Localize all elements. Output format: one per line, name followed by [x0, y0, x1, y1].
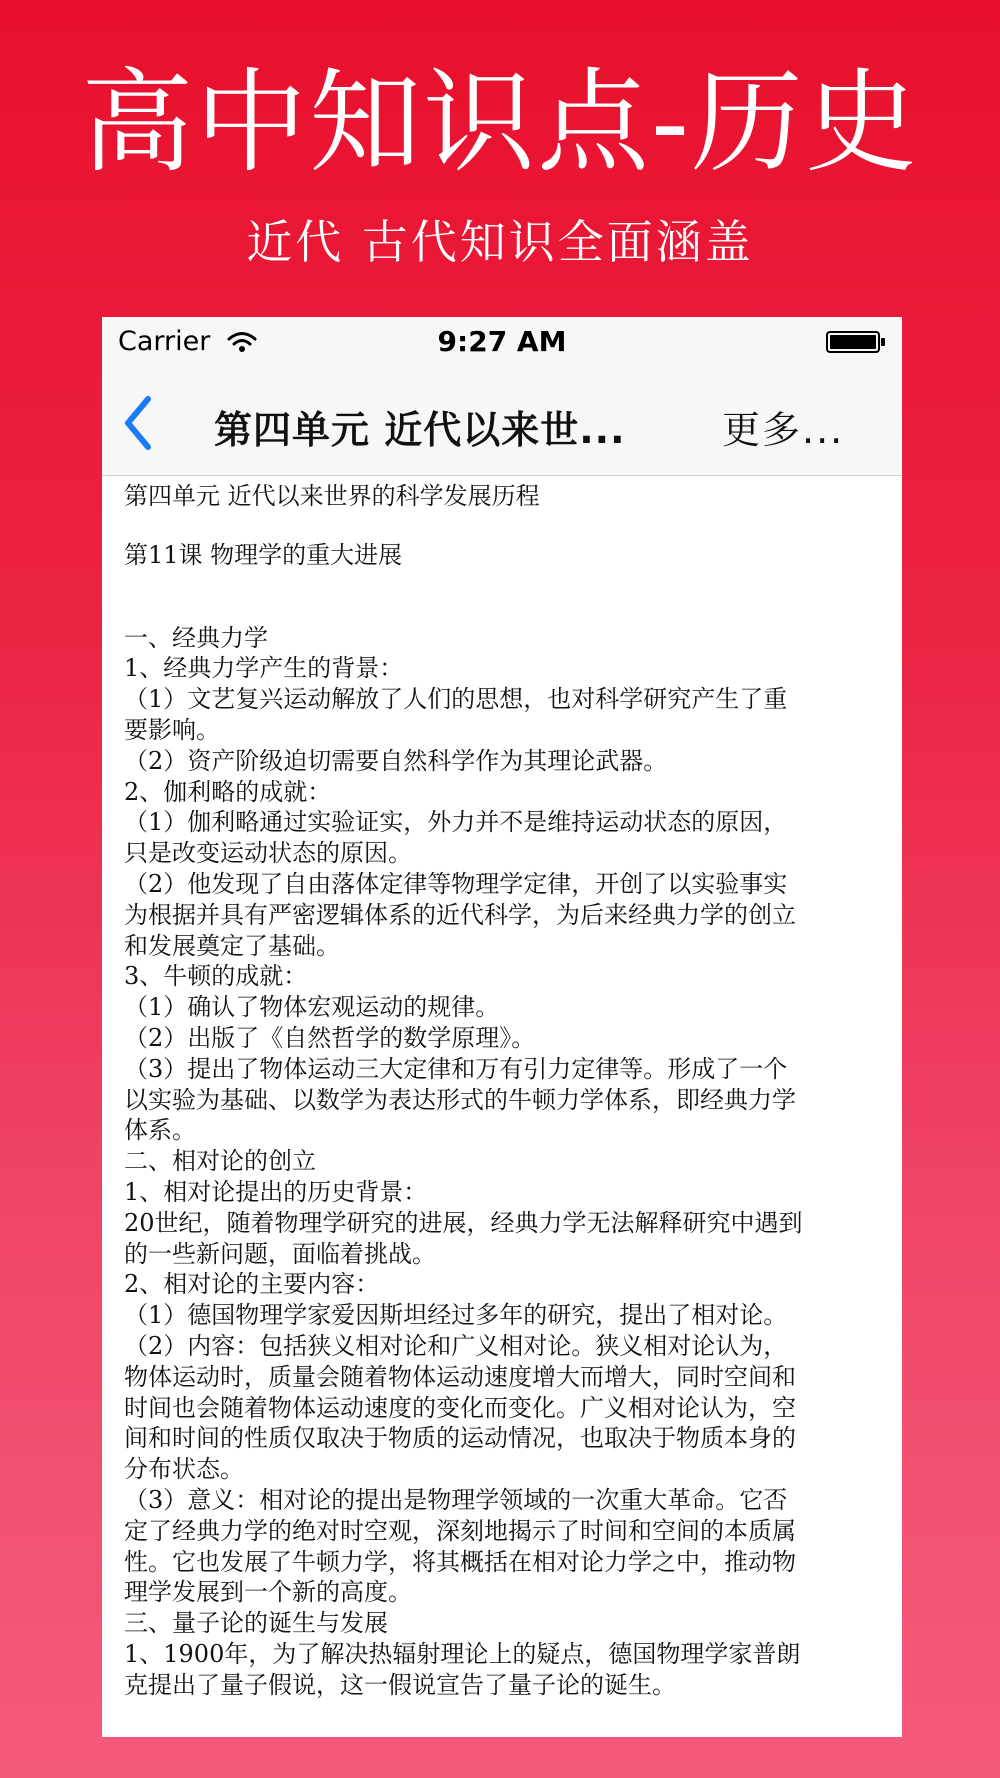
- article-line: 20世纪，随着物理学研究的进展，经典力学无法解释研究中遇到: [124, 1208, 803, 1237]
- article-line: （2）内容：包括狭义相对论和广义相对论。狭义相对论认为，: [124, 1331, 788, 1360]
- article-line: （1）伽利略通过实验证实，外力并不是维持运动状态的原因，: [124, 808, 788, 837]
- status-time: 9:27 AM: [437, 325, 567, 358]
- article-line: （1）文艺复兴运动解放了人们的思想，也对科学研究产生了重: [124, 685, 788, 714]
- article-line: （2）资产阶级迫切需要自然科学作为其理论武器。: [124, 746, 668, 775]
- article-content: [124, 477, 894, 1737]
- article-line: 以实验为基础、以数学为表达形式的牛顿力学体系，即经典力学: [124, 1085, 796, 1114]
- article-line: （2）出版了《自然哲学的数学原理》。: [124, 1023, 536, 1052]
- more-button[interactable]: 更多...: [722, 408, 845, 452]
- article-line: 一、经典力学: [124, 623, 268, 652]
- article-line: 1、相对论提出的历史背景：: [124, 1177, 428, 1206]
- article-line: 为根据并具有严密逻辑体系的近代科学，为后来经典力学的创立: [124, 900, 796, 929]
- article-line: 2、伽利略的成就：: [124, 777, 332, 806]
- article-line: 克提出了量子假说，这一假说宣告了量子论的诞生。: [124, 1670, 676, 1699]
- article-line: 和发展奠定了基础。: [124, 931, 340, 960]
- article-line: 要影响。: [124, 715, 220, 744]
- article-line: 的一些新问题，面临着挑战。: [124, 1239, 436, 1268]
- navigation-bar: [102, 367, 902, 476]
- article-line: 三、量子论的诞生与发展: [124, 1609, 388, 1638]
- article-line: （1）德国物理学家爱因斯坦经过多年的研究，提出了相对论。: [124, 1301, 788, 1330]
- article-line: 1、经典力学产生的背景：: [124, 654, 404, 683]
- article-line: 理学发展到一个新的高度。: [124, 1578, 412, 1607]
- article-line: 3、牛顿的成就：: [124, 962, 308, 991]
- article-line: 物体运动时，质量会随着物体运动速度增大而增大，同时空间和: [124, 1362, 796, 1391]
- article-line: 2、相对论的主要内容：: [124, 1270, 380, 1299]
- phone-screenshot: [102, 317, 902, 1737]
- battery-icon: [826, 331, 886, 353]
- article-line: 1、1900年，为了解决热辐射理论上的疑点，德国物理学家普朗: [124, 1639, 801, 1668]
- hero-subtitle: 近代 古代知识全面涵盖: [246, 215, 754, 269]
- article-line: （3）提出了物体运动三大定律和万有引力定律等。形成了一个: [124, 1054, 788, 1083]
- article-line: 体系。: [124, 1116, 196, 1145]
- hero-title: 高中知识点-历史: [81, 58, 919, 188]
- nav-title: 第四单元 近代以来世...: [214, 408, 626, 452]
- article-body: [124, 623, 894, 1701]
- carrier-label: Carrier: [118, 326, 211, 357]
- article-line: 时间也会随着物体运动速度的变化而变化。广义相对论认为，空: [124, 1393, 796, 1422]
- article-line: （1）确认了物体宏观运动的规律。: [124, 993, 500, 1022]
- article-line: （2）他发现了自由落体定律等物理学定律，开创了以实验事实: [124, 869, 788, 898]
- lesson-heading: 第11课 物理学的重大进展: [124, 540, 403, 569]
- article-line: 间和时间的性质仅取决于物质的运动情况，也取决于物质本身的: [124, 1424, 796, 1453]
- article-line: 只是改变运动状态的原因。: [124, 839, 412, 868]
- article-line: 性。它也发展了牛顿力学，将其概括在相对论力学之中，推动物: [124, 1547, 796, 1576]
- article-line: 二、相对论的创立: [124, 1147, 316, 1176]
- article-line: （3）意义：相对论的提出是物理学领域的一次重大革命。它否: [124, 1485, 788, 1514]
- article-line: 定了经典力学的绝对时空观，深刻地揭示了时间和空间的本质属: [124, 1516, 796, 1545]
- chevron-left-icon[interactable]: [120, 395, 154, 451]
- unit-heading: 第四单元 近代以来世界的科学发展历程: [124, 482, 540, 510]
- status-bar: [102, 317, 902, 367]
- article-line: 分布状态。: [124, 1455, 244, 1484]
